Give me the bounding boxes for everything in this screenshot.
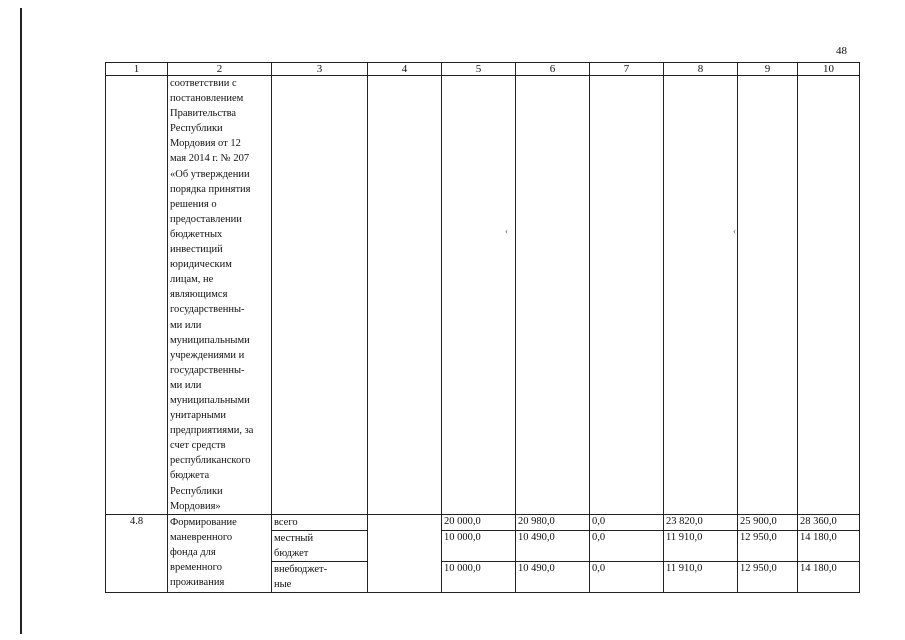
column-header: 4	[368, 63, 442, 76]
column-header: 5	[442, 63, 516, 76]
value-cell: 0,0	[590, 561, 664, 592]
value-cell: 0,0	[590, 530, 664, 561]
value-cell: 28 360,0	[798, 514, 860, 530]
value-cell: 11 910,0	[664, 561, 738, 592]
table-cell	[368, 514, 442, 592]
table-cell	[798, 76, 860, 515]
header-row	[106, 63, 860, 76]
value-cell: 14 180,0	[798, 561, 860, 592]
funding-source: местный бюджет	[272, 530, 368, 561]
value-cell: 10 490,0	[516, 561, 590, 592]
value-cell: 14 180,0	[798, 530, 860, 561]
table-row	[106, 514, 860, 530]
column-header: 6	[516, 63, 590, 76]
value-cell: 20 000,0	[442, 514, 516, 530]
value-cell: 25 900,0	[738, 514, 798, 530]
table-cell	[738, 76, 798, 515]
column-header: 9	[738, 63, 798, 76]
value-cell: 12 950,0	[738, 561, 798, 592]
table-cell	[664, 76, 738, 515]
funding-source: внебюджет- ные	[272, 561, 368, 592]
table-cell	[590, 76, 664, 515]
table-cell	[368, 76, 442, 515]
scan-mark: ‹	[505, 226, 508, 236]
column-header: 1	[106, 63, 168, 76]
item-name: Формирование маневренного фонда для временного проживания	[168, 514, 272, 592]
scan-mark: ‹	[733, 226, 736, 236]
value-cell: 10 000,0	[442, 561, 516, 592]
table-cell	[442, 76, 516, 515]
value-cell: 11 910,0	[664, 530, 738, 561]
value-cell: 23 820,0	[664, 514, 738, 530]
value-cell: 0,0	[590, 514, 664, 530]
column-header: 7	[590, 63, 664, 76]
value-cell: 20 980,0	[516, 514, 590, 530]
program-table	[105, 62, 860, 593]
value-cell: 10 000,0	[442, 530, 516, 561]
column-header: 10	[798, 63, 860, 76]
column-header: 8	[664, 63, 738, 76]
funding-source: всего	[272, 514, 368, 530]
column-header: 3	[272, 63, 368, 76]
table-cell	[272, 76, 368, 515]
value-cell: 10 490,0	[516, 530, 590, 561]
page-number: 48	[836, 45, 847, 57]
table-cell	[516, 76, 590, 515]
table-cell	[106, 76, 168, 515]
table-row	[106, 76, 860, 515]
continuation-text: соответствии с постановлением Правительства Республики Мордовия от 12 мая 2014 г. № 207 «Об утверждении порядка принятия решения о предоставлении бюджетных инвестиций юридическим лицам, не являющимся государственны- ми или муниципальными учреждениями и государственны- ми или муниципальными унитарными предприятиями, за счет средств республиканского бюджета Республики Мордовия»	[168, 76, 272, 515]
item-number: 4.8	[106, 514, 168, 592]
binding-line	[20, 8, 22, 634]
value-cell: 12 950,0	[738, 530, 798, 561]
column-header: 2	[168, 63, 272, 76]
